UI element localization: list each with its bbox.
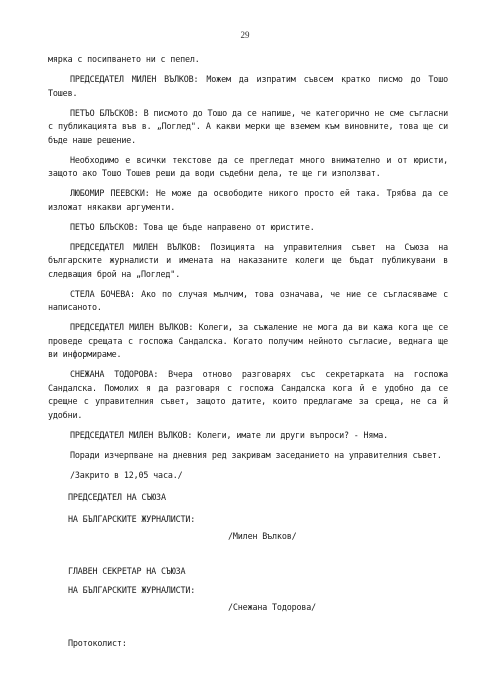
paragraph: ПРЕДСЕДАТЕЛ МИЛЕН ВЪЛКОВ: Можем да изпратим съвсем кратко писмо до Тошо Тошев. bbox=[48, 74, 453, 98]
chair-title-line-2: НА БЪЛГАРСКИТЕ ЖУРНАЛИСТИ: bbox=[68, 514, 196, 524]
secretary-name: /Снежана Тодорова/ bbox=[228, 602, 317, 612]
secretary-title-line-2: НА БЪЛГАРСКИТЕ ЖУРНАЛИСТИ: bbox=[68, 585, 196, 595]
paragraph: ПРЕДСЕДАТЕЛ МИЛЕН ВЪЛКОВ: Колеги, за съжаление не мога да ви кажа кога ще се проведе срещата с госпожа Сандалска. Когато получим нейното съгласие, веднага ще ви информираме. bbox=[48, 322, 453, 359]
paragraph: СНЕЖАНА ТОДОРОВА: Вчера отново разговарях със секретарката на госпожа Сандалска. Помолих я да разговаря с госпожа Сандалска кога й е удобно да се срещне с управителния съвет, защото датите, които предлагаме за среща, не са й удобни. bbox=[48, 369, 453, 420]
paragraph: ПЕТЪО БЛЪСКОВ: В писмото до Тошо да се напише, че категорично не сме съгласни с публикацията във в. „Поглед". А какви мерки ще вземем към виновните, това ще си бъде наше решение. bbox=[48, 107, 453, 145]
paragraph: Поради изчерпване на дневния ред закривам заседанието на управителния съвет. bbox=[70, 449, 442, 460]
paragraph: мярка с посипването ни с пепел. bbox=[48, 54, 200, 64]
page-number: 29 bbox=[240, 30, 250, 40]
paragraph: СТЕЛА БОЧЕВА: Ако по случая мълчим, това означава, че ние се съгласяваме с написаното. bbox=[48, 288, 453, 312]
protocolist-label: Протоколист: bbox=[68, 638, 127, 648]
paragraph: ПРЕДСЕДАТЕЛ МИЛЕН ВЪЛКОВ: Колеги, имате ли други въпроси? - Няма. bbox=[70, 429, 388, 440]
chair-title-line-1: ПРЕДСЕДАТЕЛ НА СЪЮЗА bbox=[68, 492, 166, 502]
paragraph: ЛЮБОМИР ПЕЕВСКИ: Не може да освободите никого просто ей така. Трябва да се изложат някакви аргументи. bbox=[48, 188, 453, 212]
chair-name: /Милен Вълков/ bbox=[228, 531, 297, 541]
closing-time: /Закрито в 12,05 часа./ bbox=[70, 469, 183, 480]
secretary-title-line-1: ГЛАВЕН СЕКРЕТАР НА СЪЮЗА bbox=[68, 566, 186, 576]
paragraph: ПЕТЪО БЛЪСКОВ: Това ще бъде направено от юристите. bbox=[70, 221, 315, 232]
paragraph: Необходимо е всички текстове да се прегледат много внимателно и от юристи, защото ако Тошо Тошев реши да води съдебни дела, те ще ги използват. bbox=[48, 154, 453, 178]
paragraph: ПРЕДСЕДАТЕЛ МИЛЕН ВЪЛКОВ: Позицията на управителния съвет на Съюза на българските журналисти и имената на наказаните колеги ще бъдат публикувани в следващия брой на „Поглед". bbox=[48, 241, 453, 279]
document-body bbox=[48, 53, 453, 489]
